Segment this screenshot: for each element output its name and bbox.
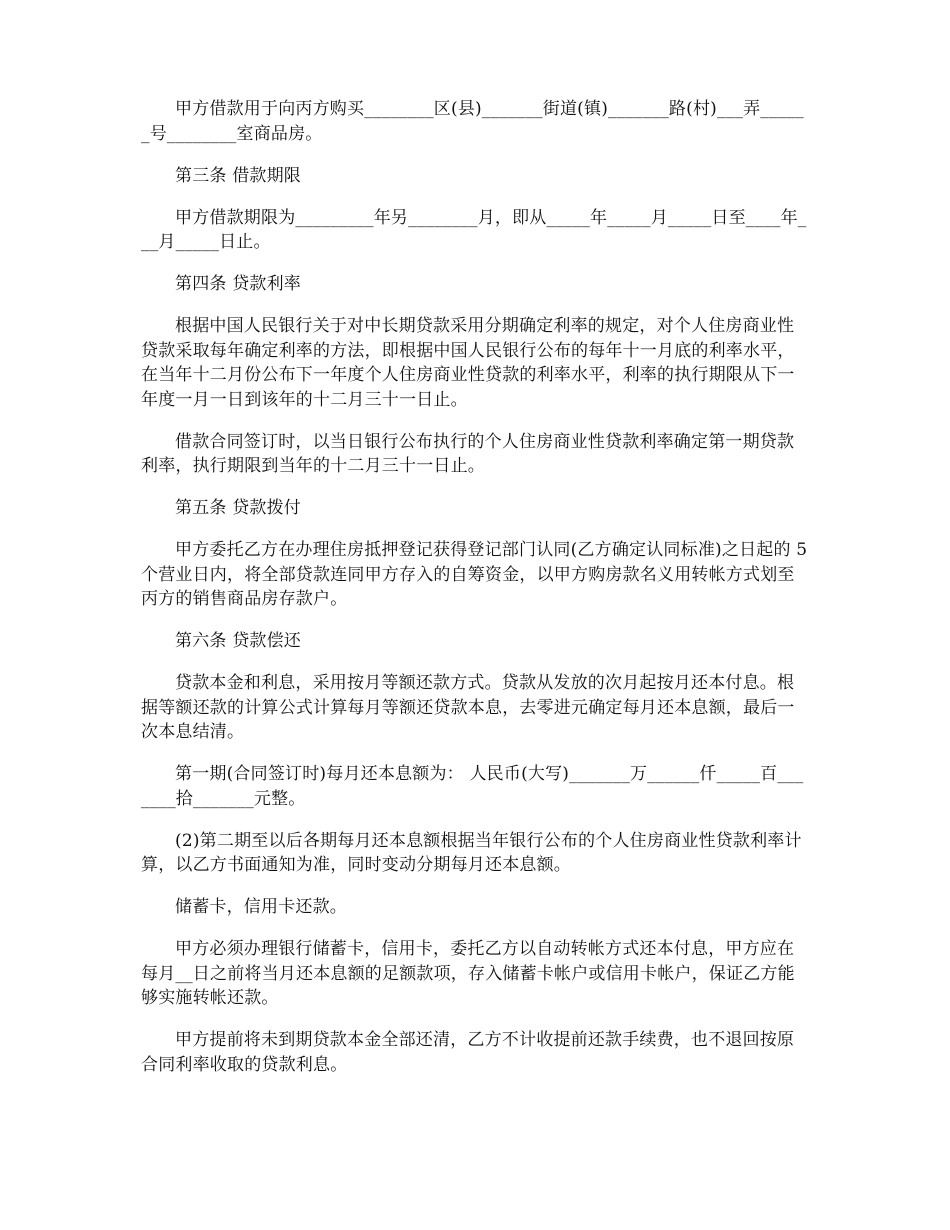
document-body — [141, 97, 811, 1095]
early-repayment-paragraph: 甲方提前将未到期贷款本金全部还清，乙方不计收提前还款手续费，也不退回按原合同利率收取的贷款利息。 — [141, 1030, 795, 1075]
purpose-paragraph: 甲方借款用于向丙方购买________区(县)_______街道(镇)_______路(村)___弄______号________室商品房。 — [141, 99, 804, 144]
article-4-heading: 第四条 贷款利率 — [175, 274, 302, 294]
interest-rate-paragraph: 根据中国人民银行关于对中长期贷款采用分期确定利率的规定，对个人住房商业性贷款采取每年确定利率的方法，即根据中国人民银行公布的每年十一月底的利率水平，在当年十二月份公布下一年度个人住房商业性贷款的利率水平，利率的执行期限从下一年度一月一日到该年的十二月三十一日止。 — [141, 316, 795, 410]
article-3-heading: 第三条 借款期限 — [175, 165, 302, 186]
article-5-heading: 第五条 贷款拨付 — [175, 498, 302, 518]
loan-term-paragraph: 甲方借款期限为_________年另________月，即从_____年_____月_____日至____年___月_____日止。 — [141, 207, 807, 252]
card-repayment-paragraph: 甲方必须办理银行储蓄卡，信用卡，委托乙方以自动转帐方式还本付息，甲方应在每月__日之前将当月还本息额的足额款项，存入储蓄卡帐户或信用卡帐户，保证乙方能够实施转帐还款。 — [141, 939, 795, 1008]
card-repayment-heading: 储蓄卡，信用卡还款。 — [175, 897, 347, 917]
first-period-rate-paragraph: 借款合同签订时，以当日银行公布执行的个人住房商业性贷款利率确定第一期贷款利率，执行期限到当年的十二月三十一日止。 — [141, 431, 795, 476]
repayment-method-paragraph: 贷款本金和利息，采用按月等额还款方式。贷款从发放的次月起按月还本付息。根据等额还款的计算公式计算每月等额还贷款本息，去零进元确定每月还本息额，最后一次本息结清。 — [141, 673, 795, 742]
first-installment-paragraph: 第一期(合同签订时)每月还本息额为： 人民币(大写)_______万______仟_____百_______拾_______元整。 — [141, 764, 804, 809]
later-installments-paragraph: (2)第二期至以后各期每月还本息额根据当年银行公布的个人住房商业性贷款利率计算，以乙方书面通知为准，同时变动分期每月还本息额。 — [141, 830, 802, 875]
article-6-heading: 第六条 贷款偿还 — [175, 631, 302, 651]
disbursement-paragraph: 甲方委托乙方在办理住房抵押登记获得登记部门认同(乙方确定认同标准)之日起的 5 个营业日内，将全部贷款连同甲方存入的自筹资金，以甲方购房款名义用转帐方式划至丙方的销售商品房存款户。 — [141, 540, 813, 609]
